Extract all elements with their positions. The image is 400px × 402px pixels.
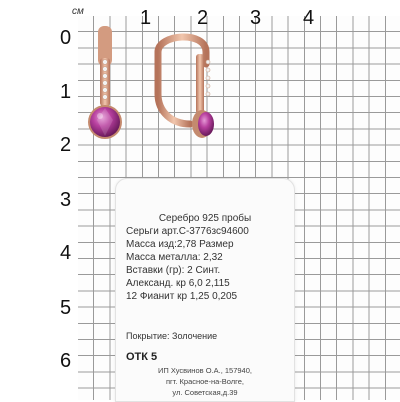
ruler-left-5: 5 — [60, 297, 72, 319]
price-tag — [115, 178, 295, 402]
ruler-top-2: 2 — [197, 7, 209, 29]
ruler-top-4: 4 — [303, 7, 315, 29]
tag-weight: Масса изд:2,78 Размер — [126, 239, 234, 250]
ruler-top-1: 1 — [140, 7, 152, 29]
tag-article: Серьги арт.С-3776зс94600 — [126, 226, 249, 237]
tag-maker-2: пгт. Красное-на-Волге, — [165, 377, 245, 386]
ruler-left-3: 3 — [60, 189, 72, 211]
earrings-photo — [88, 24, 238, 164]
left-earring — [88, 26, 122, 139]
tag-metal-weight: Масса металла: 2,32 — [126, 252, 223, 263]
right-earring-stone — [198, 112, 214, 136]
ruler-left-1: 1 — [60, 81, 72, 103]
tag-qc: ОТК 5 — [126, 351, 158, 363]
tag-insert-cz: 12 Фианит кр 1,25 0,205 — [126, 291, 238, 302]
ruler-left-4: 4 — [60, 242, 72, 264]
tag-inserts: Вставки (гр): 2 Синт. — [126, 265, 221, 276]
ruler-top-3: 3 — [250, 7, 262, 29]
ruler-unit-label: см — [72, 6, 84, 17]
tag-insert-alexandrite: Александ. кр 6,0 2,115 — [126, 278, 230, 289]
tag-metal: Серебро 925 пробы — [158, 213, 252, 224]
tag-maker-3: ул. Советская,д.39 — [172, 388, 238, 397]
right-earring — [158, 37, 214, 138]
ruler-left-6: 6 — [60, 350, 72, 372]
tag-maker-1: ИП Хусвинов О.А., 157940, — [158, 366, 252, 375]
ruler-left-0: 0 — [60, 27, 72, 49]
right-earring-bar — [196, 54, 204, 114]
tag-coating: Покрытие: Золочение — [126, 331, 218, 341]
ruler-left-2: 2 — [60, 134, 72, 156]
